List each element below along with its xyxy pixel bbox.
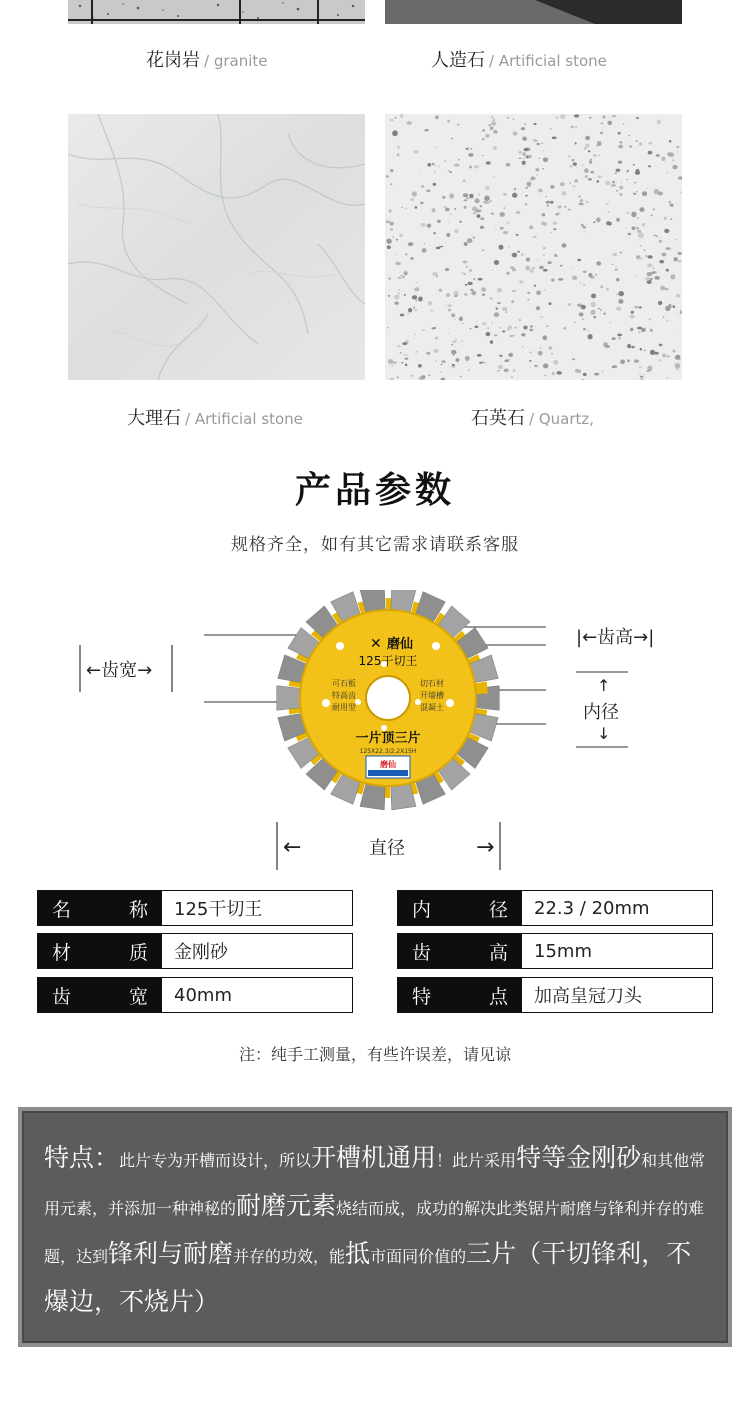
spec-value-tooth-height: 15mm [534, 940, 592, 962]
inner-dia-label: 内径 [583, 702, 619, 723]
spec-value-material: 金刚砂 [174, 942, 228, 963]
blade-logo-icon: ✕ [370, 636, 382, 652]
params-title: 产品参数 [294, 470, 455, 511]
spec-value-inner-diameter: 22.3 / 20mm [534, 897, 650, 919]
artificial-stone-tile-top [385, 0, 682, 24]
tooth-height-label: |←齿高→| [576, 627, 655, 648]
spec-key-name: 名 称 [38, 891, 162, 925]
spec-key-tooth-width: 齿 宽 [38, 978, 162, 1012]
spec-row-tooth-width [37, 977, 353, 1013]
material-label-granite: 花岗岩 / granite [146, 50, 268, 71]
inner-dia-arrow-up: ↑ [597, 676, 611, 695]
spec-value-name: 125干切王 [174, 899, 263, 920]
diameter-label: 直径 [369, 838, 405, 859]
blade-right-text-2: 开墙槽 [420, 691, 444, 700]
blade-right-text-3: 混凝土 [420, 703, 444, 712]
blade-left-text-2: 特高齿 [332, 691, 356, 700]
blade-model: 125干切王 [358, 654, 418, 668]
measurement-note: 注：纯手工测量，有些许误差，请见谅 [238, 1045, 511, 1064]
spec-key-inner-diameter: 内 径 [398, 891, 522, 925]
blade-diagram [0, 590, 750, 875]
blade-left-text-1: 可石板 [332, 679, 356, 688]
spec-row-inner-diameter [397, 890, 713, 926]
spec-value-tooth-width: 40mm [174, 984, 232, 1006]
marble-tile [68, 114, 365, 380]
spec-key-tooth-height: 齿 高 [398, 934, 522, 968]
diameter-arrow-left: ← [283, 835, 302, 860]
spec-key-material: 材 质 [38, 934, 162, 968]
tooth-width-label: ←齿宽→ [86, 660, 153, 681]
blade-brand: 磨仙 [386, 637, 414, 652]
spec-row-material [37, 933, 353, 969]
blade-footer-brand: 磨仙 [380, 760, 396, 769]
spec-row-tooth-height [397, 933, 713, 969]
material-label-marble: 大理石 / Artificial stone [127, 408, 303, 429]
spec-key-feature: 特 点 [398, 978, 522, 1012]
material-label-artificial-stone: 人造石 / Artificial stone [431, 50, 607, 71]
blade-size-code: 125X22.3/2.2X15H [359, 748, 417, 755]
params-subtitle: 规格齐全，如有其它需求请联系客服 [231, 535, 519, 555]
granite-tile-top [68, 0, 365, 24]
spec-row-name [37, 890, 353, 926]
inner-dia-arrow-down: ↓ [597, 724, 611, 743]
diameter-arrow-right: → [476, 835, 495, 860]
blade-slogan: 一片顶三片 [355, 731, 421, 746]
spec-row-feature [397, 977, 713, 1013]
feature-box [18, 1107, 732, 1347]
spec-value-feature: 加高皇冠刀头 [534, 986, 642, 1007]
blade-left-text-3: 耐用型 [332, 703, 356, 712]
quartz-tile [385, 114, 682, 380]
feature-text: 特点：此片专为开槽而设计，所以开槽机通用！此片采用特等金刚砂和其他常用元素，并添加一种神秘的耐磨元素烧结而成，成功的解决此类锯片耐磨与锋利并存的难题，达到锋利与耐磨并存的功效，能抵市面同价值的三片（干切锋利，不爆边，不烧片） [44, 1143, 706, 1316]
blade-right-text-1: 切石材 [420, 679, 444, 688]
material-label-quartz: 石英石 / Quartz, [471, 408, 595, 429]
